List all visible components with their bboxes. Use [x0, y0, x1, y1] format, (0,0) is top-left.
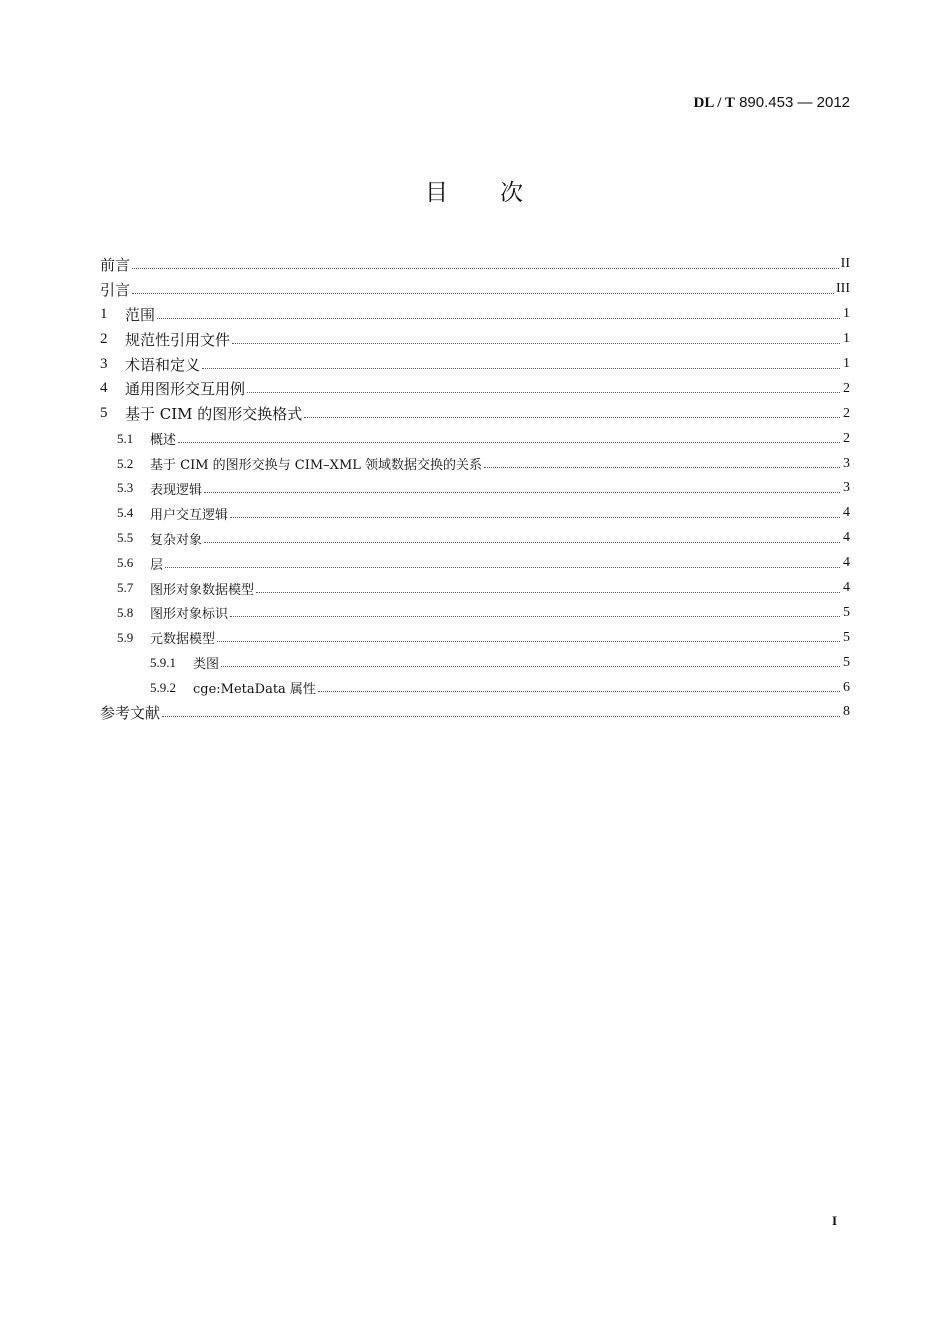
toc-number: 5.1	[117, 430, 134, 446]
toc-entry-1[interactable]	[100, 302, 850, 327]
toc-page: 2	[843, 380, 850, 396]
toc-number: 5.9.2	[150, 679, 176, 695]
toc-page: III	[836, 281, 850, 297]
leader-dots	[256, 592, 840, 593]
toc-entry-5-7[interactable]	[100, 576, 850, 601]
standard-code-number: 890.453 — 2012	[734, 94, 850, 111]
title-char-1: 目	[425, 180, 450, 206]
standard-code	[693, 94, 850, 112]
toc-entry-foreword[interactable]	[100, 252, 850, 277]
toc-number: 4	[100, 380, 108, 397]
toc-entry-4[interactable]	[100, 376, 850, 401]
toc-page: 8	[843, 704, 850, 720]
toc-entry-5-9-2[interactable]	[100, 675, 850, 700]
toc-label: 概述	[150, 433, 177, 449]
toc-number: 3	[100, 355, 108, 372]
toc-page: 4	[843, 580, 850, 596]
toc-page: 6	[843, 679, 850, 695]
toc-page: 1	[843, 331, 850, 347]
toc-page: 5	[843, 604, 850, 620]
toc-label: 范围	[125, 305, 156, 324]
leader-dots	[202, 368, 840, 369]
toc-label: 基于 CIM 的图形交换格式	[125, 405, 303, 424]
leader-dots	[178, 442, 840, 443]
toc-entry-5[interactable]	[100, 401, 850, 426]
leader-dots	[217, 641, 840, 642]
toc-page: 3	[843, 455, 850, 471]
leader-dots	[304, 417, 840, 418]
toc-label: 通用图形交互用例	[125, 380, 246, 399]
toc-label: 引言	[100, 280, 131, 299]
toc-label: 复杂对象	[150, 532, 203, 548]
toc-label: 术语和定义	[125, 355, 201, 374]
leader-dots	[221, 666, 840, 667]
toc-entry-5-4[interactable]	[100, 501, 850, 526]
toc-page: 1	[843, 306, 850, 322]
leader-dots	[157, 318, 840, 319]
toc-entry-5-1[interactable]	[100, 426, 850, 451]
toc-label: 基于 CIM 的图形交换与 CIM–XML 领域数据交换的关系	[150, 458, 483, 474]
table-of-contents	[100, 252, 850, 725]
toc-label: 类图	[193, 657, 220, 673]
toc-entry-5-5[interactable]	[100, 526, 850, 551]
leader-dots	[247, 392, 840, 393]
toc-entry-2[interactable]	[100, 327, 850, 352]
toc-page: 5	[843, 629, 850, 645]
leader-dots	[204, 542, 840, 543]
page-number: I	[831, 1213, 837, 1228]
page-title	[0, 174, 950, 207]
leader-dots	[230, 616, 840, 617]
toc-page: 5	[843, 654, 850, 670]
toc-number: 1	[100, 305, 108, 322]
toc-page: 4	[843, 530, 850, 546]
leader-dots	[230, 517, 840, 518]
toc-page: 3	[843, 480, 850, 496]
toc-label: 图形对象标识	[150, 607, 229, 623]
toc-entry-5-6[interactable]	[100, 551, 850, 576]
leader-dots	[162, 716, 840, 717]
toc-label: 图形对象数据模型	[150, 582, 255, 598]
toc-page: 2	[843, 405, 850, 421]
toc-label: 用户交互逻辑	[150, 507, 229, 523]
toc-entry-5-2[interactable]	[100, 451, 850, 476]
toc-label: 参考文献	[100, 703, 161, 722]
toc-label: 前言	[100, 255, 131, 274]
leader-dots	[232, 343, 840, 344]
toc-number: 2	[100, 330, 108, 347]
toc-page: 4	[843, 555, 850, 571]
toc-entry-5-8[interactable]	[100, 600, 850, 625]
toc-number: 5.3	[117, 480, 134, 496]
title-char-2: 次	[500, 180, 525, 206]
toc-number: 5.8	[117, 604, 134, 620]
leader-dots	[132, 293, 834, 294]
toc-label: 元数据模型	[150, 632, 216, 648]
toc-page: 2	[843, 430, 850, 446]
toc-entry-5-9[interactable]	[100, 625, 850, 650]
toc-label: cge:MetaData 属性	[193, 682, 316, 698]
toc-number: 5.5	[117, 530, 134, 546]
toc-page: 4	[843, 505, 850, 521]
leader-dots	[132, 268, 839, 269]
toc-page: II	[840, 256, 850, 272]
toc-label: 规范性引用文件	[125, 330, 231, 349]
toc-label: 层	[150, 557, 164, 573]
toc-page: 1	[843, 356, 850, 371]
leader-dots	[484, 467, 840, 468]
leader-dots	[318, 691, 840, 692]
leader-dots	[165, 567, 840, 568]
toc-number: 5.9	[117, 629, 134, 645]
toc-label: 表现逻辑	[150, 482, 203, 498]
toc-entry-3[interactable]	[100, 352, 850, 377]
toc-entry-introduction[interactable]	[100, 277, 850, 302]
toc-number: 5.4	[117, 505, 134, 521]
toc-number: 5.6	[117, 555, 134, 571]
toc-entry-5-9-1[interactable]	[100, 650, 850, 675]
toc-number: 5.9.1	[150, 654, 176, 670]
leader-dots	[204, 492, 840, 493]
toc-entry-bibliography[interactable]	[100, 700, 850, 725]
standard-code-prefix: DL / T	[693, 95, 735, 111]
toc-number: 5	[100, 405, 108, 422]
toc-number: 5.2	[117, 455, 134, 471]
toc-number: 5.7	[117, 580, 134, 596]
toc-entry-5-3[interactable]	[100, 476, 850, 501]
